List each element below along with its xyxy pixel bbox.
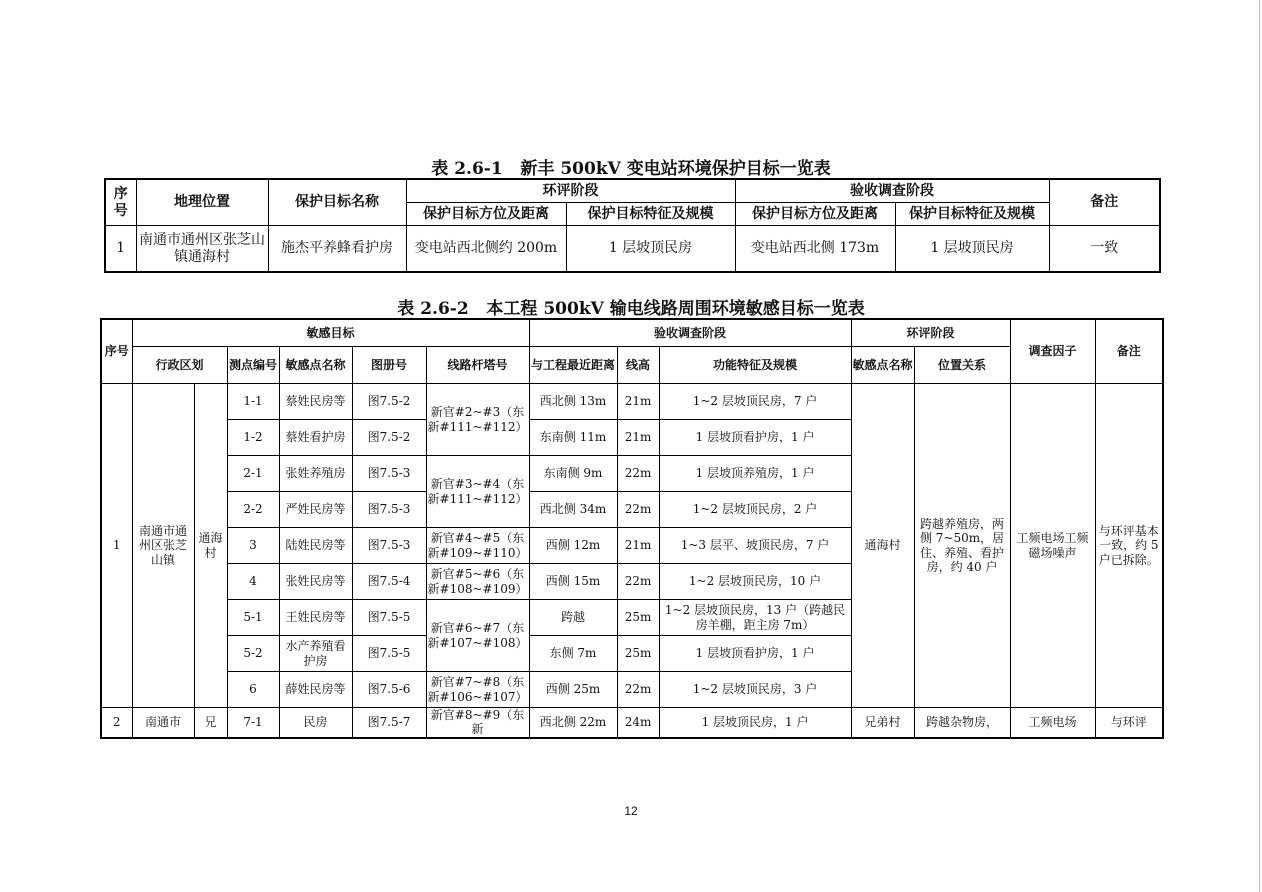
t1-header-acceptance-stage: 验收调查阶段 [735,179,1049,203]
t2-row-distance: 东南侧 11m [529,420,617,456]
t2-row-figure: 图7.5-3 [352,456,426,492]
t2-header-figure-no: 图册号 [352,347,426,384]
t2-row-figure: 图7.5-4 [352,564,426,600]
t2-tower-cell: 新官#3~#4（东新#111~#112） [426,456,529,528]
t2-row-feature: 1 层坡顶看护房，1 户 [659,420,851,456]
t2-row-height: 21m [617,384,659,420]
t2-g2-name: 民房 [279,708,352,738]
t2-header-survey-factor: 调查因子 [1010,319,1095,384]
t2-row-figure: 图7.5-5 [352,636,426,672]
t2-row-name: 张姓民房等 [279,564,352,600]
t2-row-point: 5-2 [227,636,279,672]
t2-row-distance: 西侧 25m [529,672,617,708]
t2-row-distance: 西侧 15m [529,564,617,600]
t2-row-height: 22m [617,456,659,492]
t1-header-acc-feature: 保护目标特征及规模 [895,203,1049,226]
t2-row-feature: 1 层坡顶养殖房，1 户 [659,456,851,492]
t2-tower-cell: 新官#7~#8（东新#106~#107） [426,672,529,708]
t2-g1-district: 南通市通州区张芝山镇 [132,384,194,708]
t2-g2-tower: 新官#8~#9（东新 [426,708,529,738]
t1-cell-target-name: 施杰平养蜂看护房 [268,226,406,273]
t1-cell-seq: 1 [105,226,136,273]
t1-header-eia-stage: 环评阶段 [406,179,735,203]
t2-row-name: 蔡姓看护房 [279,420,352,456]
t2-header-seq: 序号 [101,319,132,384]
t2-g2-seq: 2 [101,708,132,738]
t1-cell-remark: 一致 [1049,226,1160,273]
t2-header-remark: 备注 [1095,319,1163,384]
t2-header-line-height: 线高 [617,347,659,384]
t2-row-name: 王姓民房等 [279,600,352,636]
t2-row-figure: 图7.5-3 [352,492,426,528]
t2-tower-cell: 新官#5~#6（东新#108~#109） [426,564,529,600]
t2-row-feature: 1~2 层坡顶民房，2 户 [659,492,851,528]
t2-row-figure: 图7.5-5 [352,600,426,636]
t2-g2-figure: 图7.5-7 [352,708,426,738]
t2-header-acceptance-stage: 验收调查阶段 [529,319,851,347]
t2-g2-feature: 1 层坡顶民房，1 户 [659,708,851,738]
t2-tower-cell: 新官#2~#3（东新#111~#112） [426,384,529,456]
t2-g1-seq: 1 [101,384,132,708]
t2-tower-cell: 新官#4~#5（东新#109~#110） [426,528,529,564]
t2-row-point: 6 [227,672,279,708]
t1-header-acc-direction: 保护目标方位及距离 [735,203,895,226]
t2-row-point: 1-2 [227,420,279,456]
t1-header-target-name: 保护目标名称 [268,179,406,226]
t1-cell-acc-direction: 变电站西北侧 173m [735,226,895,273]
t2-row-height: 21m [617,420,659,456]
t2-row-distance: 东南侧 9m [529,456,617,492]
t2-row-point: 2-1 [227,456,279,492]
t1-header-eia-feature: 保护目标特征及规模 [566,203,735,226]
t2-row-height: 25m [617,600,659,636]
t2-row-name: 水产养殖看护房 [279,636,352,672]
t2-g2-eia-name: 兄弟村 [851,708,914,738]
t1-header-location: 地理位置 [136,179,268,226]
t2-g1-factor: 工频电场工频磁场噪声 [1010,384,1095,708]
t2-row-feature: 1~2 层坡顶民房，3 户 [659,672,851,708]
t2-row-height: 25m [617,636,659,672]
t1-cell-acc-feature: 1 层坡顶民房 [895,226,1049,273]
t2-row-figure: 图7.5-2 [352,420,426,456]
t2-header-nearest-distance: 与工程最近距离 [529,347,617,384]
t2-row-point: 3 [227,528,279,564]
t2-header-point-name: 敏感点名称 [279,347,352,384]
t2-row-feature: 1~3 层平、坡顶民房，7 户 [659,528,851,564]
page-right-edge [1259,0,1260,892]
t2-row-distance: 跨越 [529,600,617,636]
t2-g2-factor: 工频电场 [1010,708,1095,738]
table1-caption: 表 2.6-1 新丰 500kV 变电站环境保护目标一览表 [431,159,831,179]
t2-row-feature: 1~2 层坡顶民房，7 户 [659,384,851,420]
t2-g2-relation: 跨越杂物房， [914,708,1010,738]
t2-row-height: 22m [617,672,659,708]
t2-row-figure: 图7.5-2 [352,384,426,420]
t2-row-name: 薛姓民房等 [279,672,352,708]
t2-row-feature: 1~2 层坡顶民房，13 户（跨越民房羊棚，距主房 7m） [659,600,851,636]
t2-row-distance: 西北侧 34m [529,492,617,528]
t2-g1-remark: 与环评基本一致，约 5 户已拆除。 [1095,384,1163,708]
t1-cell-location: 南通市通州区张芝山镇通海村 [136,226,268,273]
page-number: 12 [624,804,638,818]
t2-row-point: 1-1 [227,384,279,420]
t2-g1-village: 通海村 [194,384,227,708]
t2-row-figure: 图7.5-6 [352,672,426,708]
t2-row-point: 5-1 [227,600,279,636]
t2-header-eia-point-name: 敏感点名称 [851,347,914,384]
t2-row-height: 21m [617,528,659,564]
t2-header-position-relation: 位置关系 [914,347,1010,384]
t2-row-distance: 东侧 7m [529,636,617,672]
t2-g2-district: 南通市 [132,708,194,738]
t1-header-seq: 序号 [105,179,136,226]
line-sensitive-targets-table [100,318,1164,739]
t2-header-admin-division: 行政区划 [132,347,227,384]
t2-row-distance: 西侧 12m [529,528,617,564]
table2-caption: 表 2.6-2 本工程 500kV 输电线路周围环境敏感目标一览表 [397,299,865,319]
t2-g2-distance: 西北侧 22m [529,708,617,738]
t1-header-eia-direction: 保护目标方位及距离 [406,203,566,226]
t1-cell-eia-feature: 1 层坡顶民房 [566,226,735,273]
t2-header-feature-scale: 功能特征及规模 [659,347,851,384]
t2-row-distance: 西北侧 13m [529,384,617,420]
t2-row-name: 张姓养殖房 [279,456,352,492]
t2-g1-eia-name: 通海村 [851,384,914,708]
t2-row-name: 严姓民房等 [279,492,352,528]
t1-header-remark: 备注 [1049,179,1160,226]
t2-g2-height: 24m [617,708,659,738]
t2-row-figure: 图7.5-3 [352,528,426,564]
t2-row-height: 22m [617,564,659,600]
t2-g2-remark: 与环评 [1095,708,1163,738]
t2-header-point-no: 测点编号 [227,347,279,384]
t2-tower-cell: 新官#6~#7（东新#107~#108） [426,600,529,672]
t2-header-tower-no: 线路杆塔号 [426,347,529,384]
t2-row-point: 4 [227,564,279,600]
t2-row-name: 蔡姓民房等 [279,384,352,420]
t2-row-feature: 1~2 层坡顶民房，10 户 [659,564,851,600]
t2-row-feature: 1 层坡顶看护房，1 户 [659,636,851,672]
substation-protection-table [104,178,1161,273]
t1-cell-eia-direction: 变电站西北侧约 200m [406,226,566,273]
t2-row-name: 陆姓民房等 [279,528,352,564]
t2-g2-village: 兄 [194,708,227,738]
t2-row-point: 2-2 [227,492,279,528]
t2-row-height: 22m [617,492,659,528]
t2-g2-point: 7-1 [227,708,279,738]
t2-g1-relation: 跨越养殖房，两侧 7~50m，居住、养殖、看护房，约 40 户 [914,384,1010,708]
t2-header-eia-stage: 环评阶段 [851,319,1010,347]
t2-header-sensitive-target: 敏感目标 [132,319,529,347]
